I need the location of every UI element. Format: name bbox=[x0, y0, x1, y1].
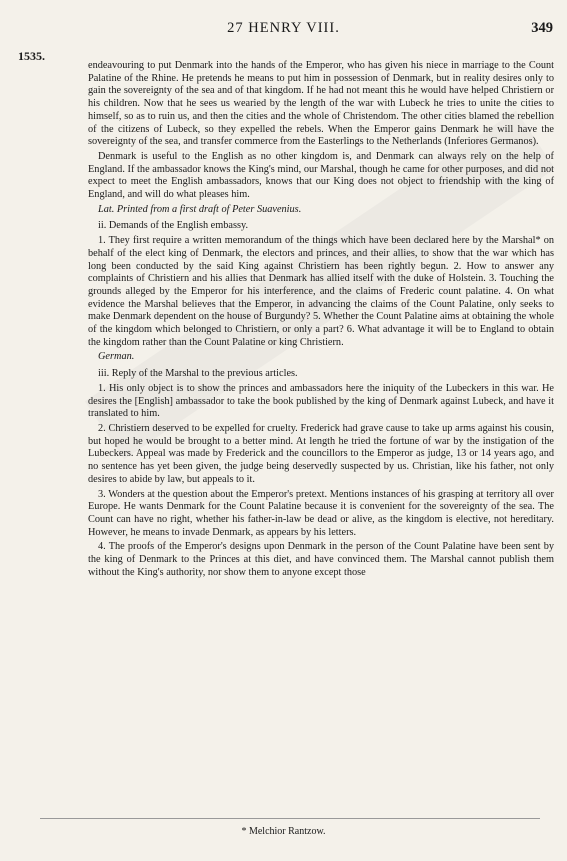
page-number: 349 bbox=[531, 20, 553, 36]
body-text bbox=[88, 60, 554, 581]
paragraph: 2. Christiern deserved to be expelled for cruelty. Frederick had grave cause to take up arms against his cousin, but hoped he would be brought to a better mind. At length he tried the fortune of war by the instigation of the Lubeckers. Appeal was made by Frederick and the councillors to the Emperor as judge, 13 or 14 years ago, and no sentence has yet been given, the judge being deservedly suspected by us. Christian, like his father, not only desires to abide by law, but appeals to it. bbox=[88, 422, 554, 485]
page-header bbox=[0, 20, 567, 40]
paragraph: 1. His only object is to show the princes and ambassadors here the iniquity of the Lubeckers in this war. He desires the [English] ambassador to take the book published by the king of Denmark against Lubeck, and have it translated to him. bbox=[88, 382, 554, 420]
paragraph: 1. They first require a written memorandum of the things which have been declared here by the Marshal* on behalf of the elect king of Denmark, the electors and princes, and their allies, to show that the war which has long been conducted by the said King against Christiern has been rightly begun. 2. How to answer any complaints of Christiern and his allies that Denmark has allied itself with the duke of Holstein. 3. Touching the grounds alleged by the Emperor for his interference, and the claims of Frederic count palatine. 4. On what evidence the Marshal believes that the Emperor, in advancing the claims of the Count Palatine, only seeks to make Denmark dependent on the house of Burgundy? 5. Whether the Count Palatine aims at obtaining the whole of the kingdom which belonged to Christiern, or only a part? 6. What advantage it will be to England to obtain the kingdom rather than the Count Palatine or king Christiern. bbox=[88, 235, 554, 348]
paragraph: endeavouring to put Denmark into the hands of the Emperor, who has given his niece in marriage to the Count Palatine of the Rhine. He pretends he means to put him in possession of Denmark, but in reality desires only to gain the sovereignty of the sea and of that kingdom. If he had not meant this he would have helped Christiern or his children. Now that he sees us wearied by the length of the war with Lubeck he tries to unite the cities to himself, so as to ruin us, and then the cities and the whole of Christendom. The other cities blamed the rebellion of the citizens of Lubeck, so they expelled the rebels. When the Emperor gains Denmark he will have the sovereignty of the sea, and transfer commerce from the Easterlings to the Netherlands (Inferiores Germanos). bbox=[88, 60, 554, 148]
paragraph: Denmark is useful to the English as no other kingdom is, and Denmark can always rely on the help of England. If the ambassador knows the King's mind, our Marshal, though he came for other purposes, and did not expect to meet the English ambassadors, knows that our King does not object to friendship with the king of England, and will do what pleases him. bbox=[88, 150, 554, 201]
paragraph: 4. The proofs of the Emperor's designs upon Denmark in the person of the Count Palatine have been sent by the king of Denmark to the Princes at this diet, and have convinced them. The Marshal cannot publish them without the King's authority, nor show them to anyone except those bbox=[88, 541, 554, 578]
running-title: 27 HENRY VIII. bbox=[227, 20, 340, 36]
paragraph: German. bbox=[98, 351, 135, 363]
margin-year: 1535. bbox=[18, 49, 45, 63]
paragraph: 3. Wonders at the question about the Emperor's pretext. Mentions instances of his grasping at territory all over Europe. He wants Denmark for the Count Palatine because it is convenient for the sovereignty of the sea. The Count can have no right, whether his father-in-law be dead or alive, as the kingdom is elective, not hereditary. However, he means to invade Denmark, as appears by his letters. bbox=[88, 488, 554, 538]
footnote-rule bbox=[40, 818, 540, 819]
footnote: * Melchior Rantzow. bbox=[241, 826, 326, 837]
paragraph: Lat. Printed from a first draft of Peter Suavenius. bbox=[98, 203, 302, 215]
paragraph: ii. Demands of the English embassy. bbox=[98, 220, 249, 232]
paragraph: iii. Reply of the Marshal to the previous articles. bbox=[98, 368, 298, 380]
